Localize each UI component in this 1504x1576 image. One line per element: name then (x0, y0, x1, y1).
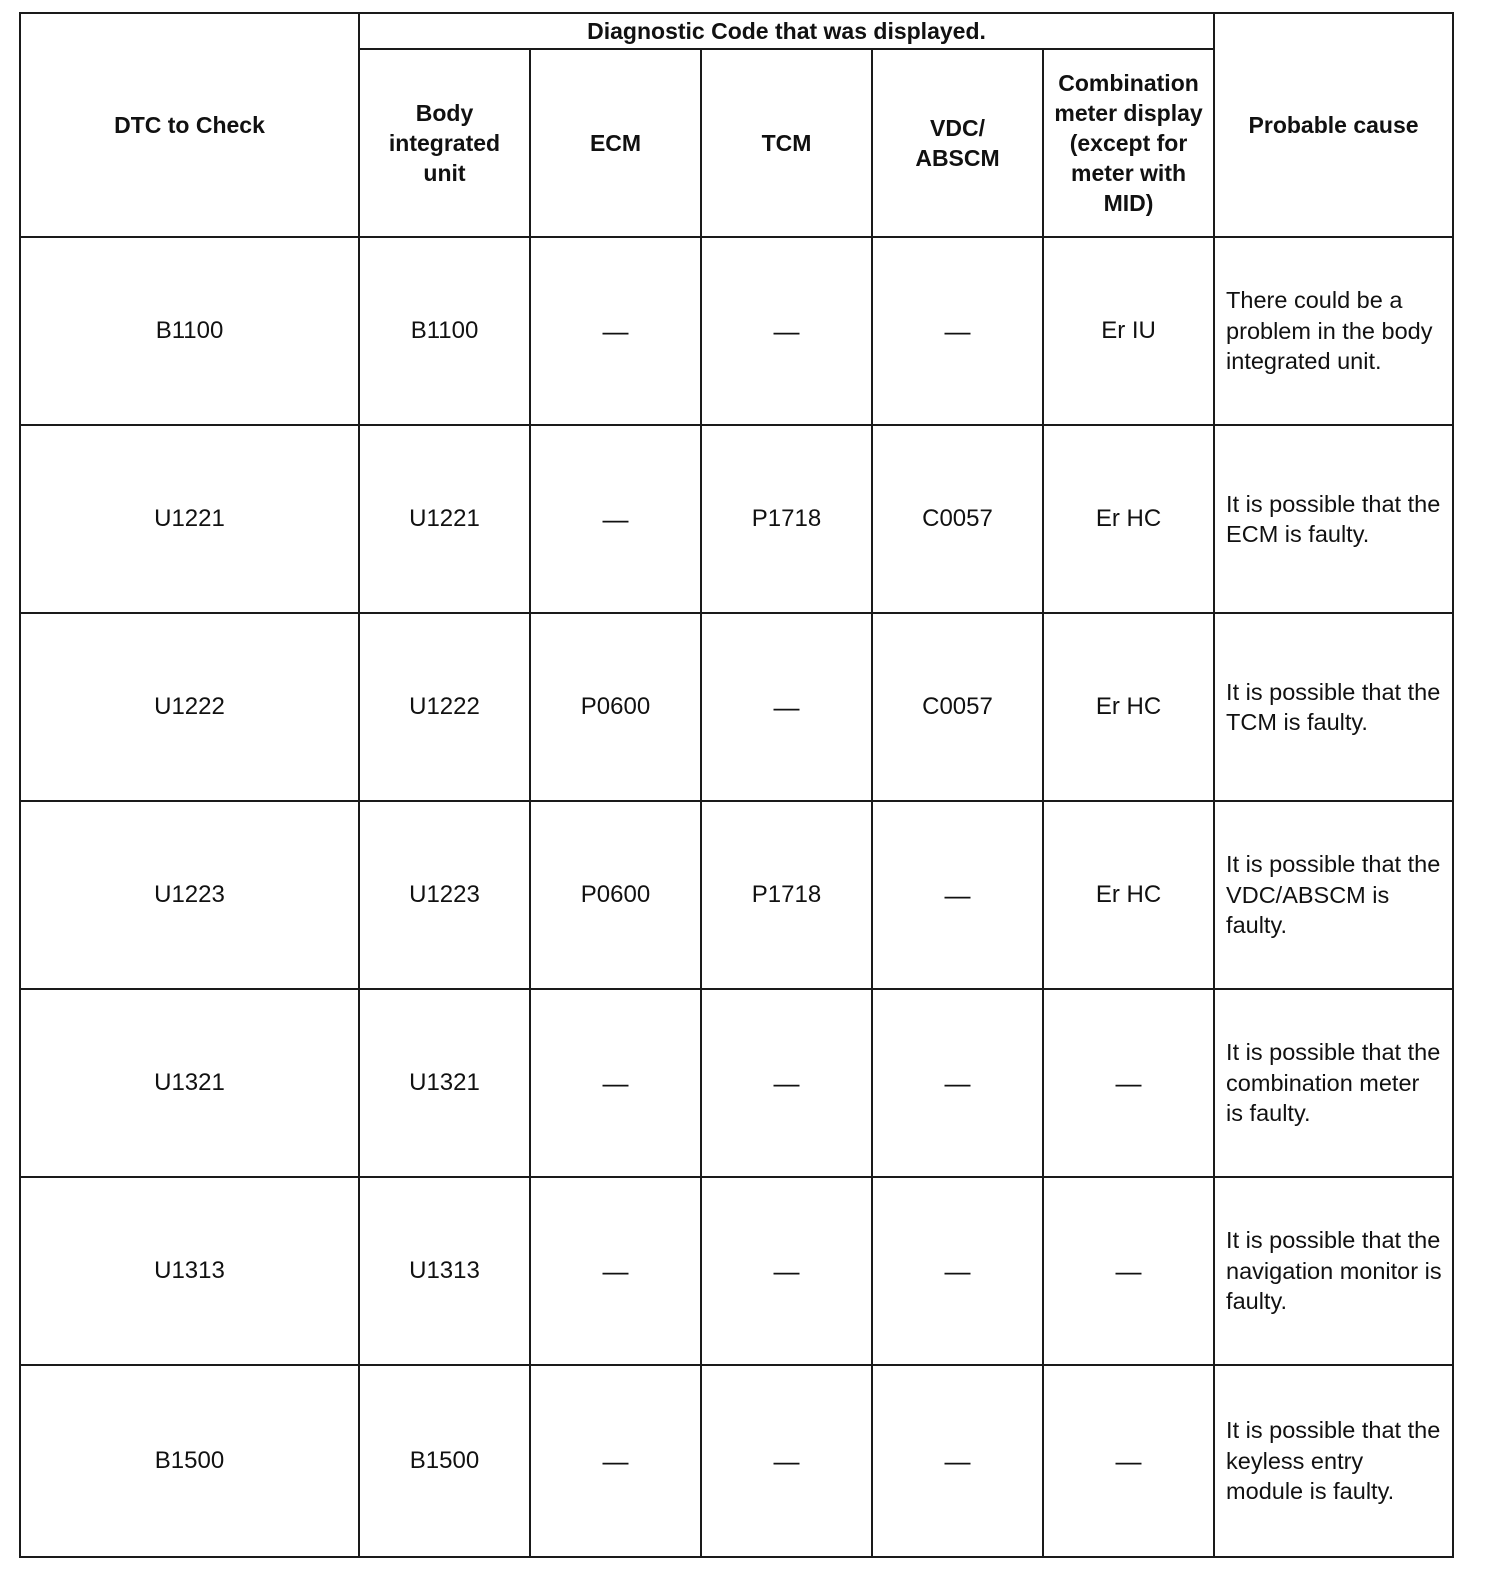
cell-combination-meter: Er HC (1043, 613, 1214, 801)
cell-tcm: — (701, 1177, 872, 1365)
cell-ecm: — (530, 425, 701, 613)
cell-dtc: B1100 (20, 237, 359, 425)
header-probable-cause: Probable cause (1214, 13, 1453, 237)
cell-ecm: — (530, 989, 701, 1177)
cell-dtc: U1223 (20, 801, 359, 989)
cell-combination-meter: Er IU (1043, 237, 1214, 425)
cell-tcm: — (701, 613, 872, 801)
cell-vdc-abscm: C0057 (872, 425, 1043, 613)
cell-probable-cause: It is possible that the ECM is faulty. (1214, 425, 1453, 613)
table-row (20, 801, 1453, 989)
cell-probable-cause: There could be a problem in the body integrated unit. (1214, 237, 1453, 425)
table-row (20, 1177, 1453, 1365)
table-row (20, 613, 1453, 801)
cell-vdc-abscm: C0057 (872, 613, 1043, 801)
cell-vdc-abscm: — (872, 1365, 1043, 1557)
header-body-integrated-unit-text: Body integrated unit (388, 100, 501, 186)
cell-tcm: — (701, 989, 872, 1177)
cell-vdc-abscm: — (872, 801, 1043, 989)
cell-body-integrated-unit: B1500 (359, 1365, 530, 1557)
cell-combination-meter: Er HC (1043, 425, 1214, 613)
cell-body-integrated-unit: U1221 (359, 425, 530, 613)
cell-dtc: U1313 (20, 1177, 359, 1365)
cell-probable-cause: It is possible that the VDC/ABSCM is faulty. (1214, 801, 1453, 989)
cell-vdc-abscm: — (872, 237, 1043, 425)
cell-body-integrated-unit: B1100 (359, 237, 530, 425)
header-vdc-abscm-text: VDC/ ABSCM (915, 115, 1000, 171)
cell-body-integrated-unit: U1223 (359, 801, 530, 989)
header-ecm: ECM (530, 49, 701, 237)
cell-combination-meter: — (1043, 1365, 1214, 1557)
cell-combination-meter: — (1043, 1177, 1214, 1365)
cell-dtc: U1222 (20, 613, 359, 801)
header-row-group (20, 13, 1453, 49)
table-row (20, 425, 1453, 613)
table-row (20, 1365, 1453, 1557)
cell-probable-cause: It is possible that the navigation monitor is faulty. (1214, 1177, 1453, 1365)
header-body-integrated-unit (359, 49, 530, 237)
header-combination-meter-text: Combination meter display (except for meter with MID) (1054, 70, 1203, 216)
table-row (20, 237, 1453, 425)
cell-combination-meter: — (1043, 989, 1214, 1177)
header-combination-meter (1043, 49, 1214, 237)
header-vdc-abscm (872, 49, 1043, 237)
cell-probable-cause: It is possible that the combination meter is faulty. (1214, 989, 1453, 1177)
header-dtc-to-check: DTC to Check (20, 13, 359, 237)
dtc-diagnostic-table (19, 12, 1454, 1558)
cell-probable-cause: It is possible that the keyless entry module is faulty. (1214, 1365, 1453, 1557)
cell-body-integrated-unit: U1321 (359, 989, 530, 1177)
cell-vdc-abscm: — (872, 1177, 1043, 1365)
cell-body-integrated-unit: U1313 (359, 1177, 530, 1365)
cell-dtc: B1500 (20, 1365, 359, 1557)
cell-ecm: — (530, 1365, 701, 1557)
header-tcm: TCM (701, 49, 872, 237)
cell-dtc: U1221 (20, 425, 359, 613)
cell-ecm: — (530, 1177, 701, 1365)
cell-tcm: — (701, 1365, 872, 1557)
cell-body-integrated-unit: U1222 (359, 613, 530, 801)
cell-probable-cause: It is possible that the TCM is faulty. (1214, 613, 1453, 801)
table-row (20, 989, 1453, 1177)
cell-ecm: — (530, 237, 701, 425)
cell-ecm: P0600 (530, 613, 701, 801)
header-diagnostic-code-group: Diagnostic Code that was displayed. (359, 13, 1214, 49)
cell-tcm: P1718 (701, 425, 872, 613)
cell-dtc: U1321 (20, 989, 359, 1177)
cell-tcm: — (701, 237, 872, 425)
cell-ecm: P0600 (530, 801, 701, 989)
cell-tcm: P1718 (701, 801, 872, 989)
cell-vdc-abscm: — (872, 989, 1043, 1177)
cell-combination-meter: Er HC (1043, 801, 1214, 989)
